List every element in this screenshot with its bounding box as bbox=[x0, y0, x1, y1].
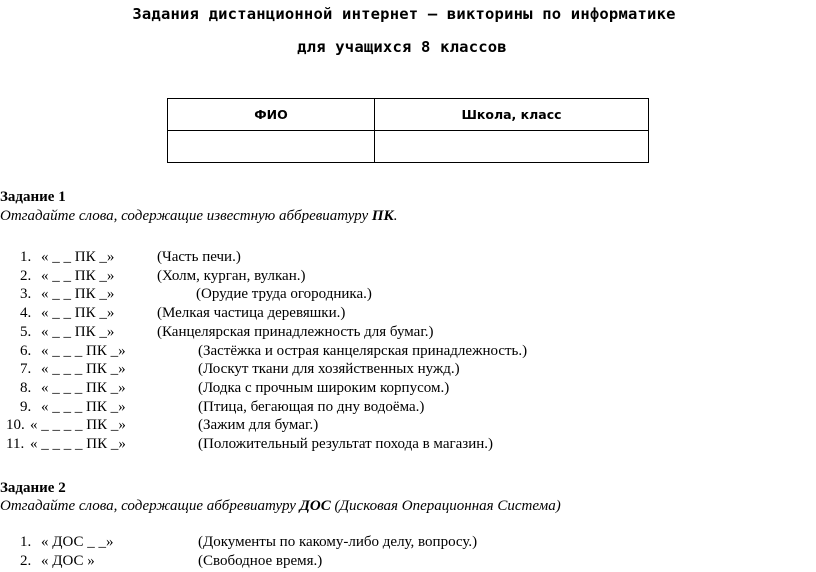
item-pattern: « _ _ _ _ ПК _» bbox=[30, 436, 126, 452]
task2-heading: Задание 2 bbox=[0, 480, 66, 496]
item-pattern: « _ _ _ ПК _» bbox=[41, 361, 126, 378]
item-pattern: « _ _ ПК _» bbox=[41, 286, 115, 303]
item-pattern: « _ _ ПК _» bbox=[41, 323, 115, 340]
list-item bbox=[0, 268, 816, 287]
list-item bbox=[0, 249, 816, 268]
item-hint: (Мелкая частица деревяшки.) bbox=[157, 305, 346, 322]
item-number: 10. bbox=[6, 417, 25, 434]
item-number: 1. bbox=[20, 249, 32, 265]
task1-abbr: ПК bbox=[371, 208, 394, 224]
list-item bbox=[0, 534, 816, 553]
item-hint: (Лоскут ткани для хозяйственных нужд.) bbox=[198, 361, 460, 378]
task1-instruction-end: . bbox=[393, 208, 398, 224]
item-number: 5. bbox=[20, 323, 32, 340]
item-hint: (Положительный результат похода в магазин.) bbox=[198, 436, 494, 452]
item-hint: (Часть печи.) bbox=[157, 249, 241, 265]
school-class-input-cell[interactable] bbox=[375, 131, 649, 163]
list-item bbox=[0, 305, 816, 324]
task2-abbr: ДОС bbox=[299, 498, 331, 514]
item-number: 2. bbox=[20, 552, 32, 569]
item-number: 3. bbox=[20, 286, 32, 303]
item-hint: (Птица, бегающая по дну водоёма.) bbox=[198, 398, 425, 415]
task1-heading: Задание 1 bbox=[0, 189, 66, 205]
item-number: 1. bbox=[20, 534, 32, 550]
item-number: 6. bbox=[20, 342, 32, 359]
item-hint: (Свободное время.) bbox=[198, 552, 323, 569]
fio-input-cell[interactable] bbox=[168, 131, 375, 163]
item-hint: (Холм, курган, вулкан.) bbox=[157, 267, 306, 284]
list-item bbox=[0, 436, 816, 455]
task1-instruction bbox=[0, 208, 397, 225]
item-hint: (Зажим для бумаг.) bbox=[198, 417, 319, 434]
student-info-table bbox=[167, 98, 649, 163]
fio-header: ФИО bbox=[168, 99, 375, 131]
item-hint: (Орудие труда огородника.) bbox=[196, 286, 372, 303]
item-pattern: « _ _ _ ПК _» bbox=[41, 342, 126, 359]
list-item bbox=[0, 417, 816, 436]
item-pattern: « _ _ ПК _» bbox=[41, 305, 115, 322]
task2-instruction-text: Отгадайте слова, содержащие аббревиатуру bbox=[0, 498, 300, 514]
item-number: 2. bbox=[20, 267, 32, 284]
list-item bbox=[0, 553, 816, 572]
list-item bbox=[0, 380, 816, 399]
task1-instruction-text: Отгадайте слова, содержащие известную аббревиатуру bbox=[0, 208, 372, 224]
item-hint: (Документы по какому-либо делу, вопросу.) bbox=[198, 534, 478, 550]
list-item bbox=[0, 343, 816, 362]
item-number: 7. bbox=[20, 361, 32, 378]
item-pattern: « ДОС _ _» bbox=[41, 534, 114, 550]
page-subtitle: для учащихся 8 классов bbox=[297, 38, 507, 56]
task2-instruction bbox=[0, 498, 561, 515]
list-item bbox=[0, 361, 816, 380]
item-number: 9. bbox=[20, 398, 32, 415]
item-hint: (Лодка с прочным широким корпусом.) bbox=[198, 379, 450, 396]
item-number: 8. bbox=[20, 379, 32, 396]
list-item bbox=[0, 324, 816, 343]
list-item bbox=[0, 286, 816, 305]
item-pattern: « ДОС » bbox=[41, 552, 95, 569]
item-pattern: « _ _ _ _ ПК _» bbox=[30, 417, 126, 434]
item-hint: (Канцелярская принадлежность для бумаг.) bbox=[157, 323, 434, 340]
item-number: 11. bbox=[6, 436, 25, 452]
page-title: Задания дистанционной интернет – викторины по информатике bbox=[132, 5, 676, 23]
item-hint: (Застёжка и острая канцелярская принадлежность.) bbox=[198, 342, 528, 359]
item-pattern: « _ _ _ ПК _» bbox=[41, 398, 126, 415]
item-number: 4. bbox=[20, 305, 32, 322]
school-class-header: Школа, класс bbox=[375, 99, 649, 131]
item-pattern: « _ _ _ ПК _» bbox=[41, 379, 126, 396]
list-item bbox=[0, 399, 816, 418]
task2-instruction-end: (Дисковая Операционная Система) bbox=[330, 498, 561, 514]
item-pattern: « _ _ ПК _» bbox=[41, 249, 115, 265]
item-pattern: « _ _ ПК _» bbox=[41, 267, 115, 284]
